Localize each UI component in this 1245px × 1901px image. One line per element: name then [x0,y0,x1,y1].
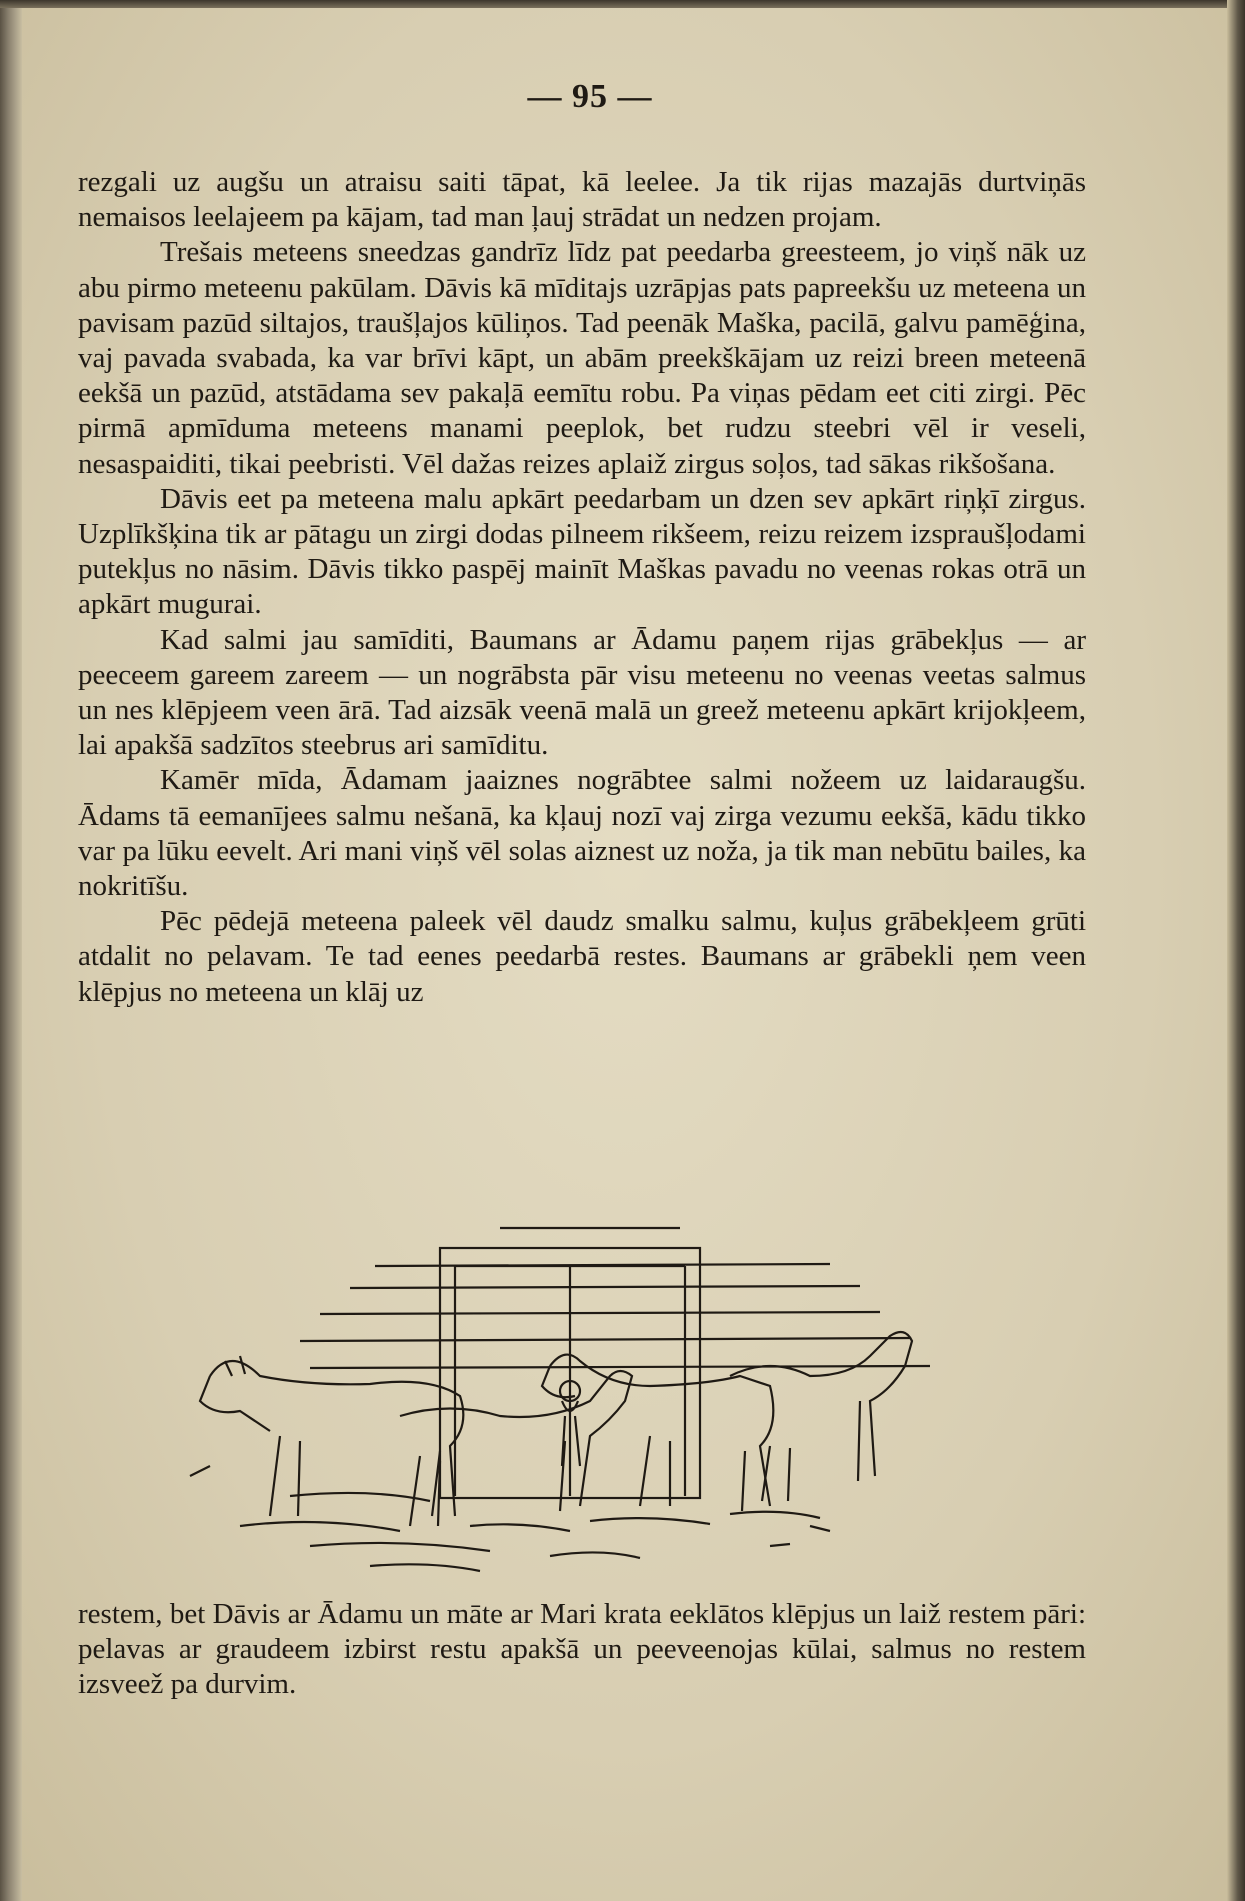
page-top-edge [0,0,1245,8]
paragraph: Pēc pēdejā meteena paleek vēl daudz smalku salmu, kuļus grābekļeem grūti atdalit no pelavam. Te tad eenes peedarbā restes. Baumans ar grābekli ņem veen klēpjus no meteena un klāj uz [78,905,1086,1008]
paragraph: restem, bet Dāvis ar Ādamu un māte ar Mari krata eeklātos klēpjus un laiž restem pāri: pelavas ar graudeem izbirst restu apakšā un peeveenojas kūlai, salmus no restem izsveež pa durvim. [78,1598,1086,1701]
paragraph: Dāvis eet pa meteena malu apkārt peedarbam un dzen sev apkārt riņķī zirgus. Uzplīkšķina tik ar pātagu un zirgi dodas pilneem rikšeem, reizu reizem izspraušļodami putekļus no nāsim. Dāvis tikko paspēj mainīt Maškas pavadu no veenas rokas otrā un apkārt mugurai. [78,482,1086,621]
book-spine [0,0,22,1901]
page-right-edge [1227,0,1245,1901]
paragraph: Kamēr mīda, Ādamam jaaiznes nogrābtee salmi nožeem uz laidaraugšu. Ādams tā eemanījees salmu nešanā, ka kļauj nozī vaj zirga vezumu eekšā, kādu tikko var pa lūku eevelt. Ari mani viņš vēl solas aiznest uz noža, ja tik man nebūtu bailes, ka nokritīšu. [78,764,1086,903]
horses-threshing-illustration [170,1226,970,1596]
body-text-bottom [78,1597,1086,1703]
page-number: — 95 — [527,78,653,115]
paragraph: rezgali uz augšu un atraisu saiti tāpat, kā leelee. Ja tik rijas mazajās durtviņās nemaisos leelajeem pa kājam, tad man ļauj strādat un nedzen projam. [78,166,1086,234]
paragraph: Kad salmi jau samīditi, Baumans ar Ādamu paņem rijas grābekļus — ar peeceem gareem zareem — un nogrābsta pār visu meteenu no veenas veetas salmus un nes klēpjeem veen ārā. Tad aizsāk veenā malā un greež meteenu apkārt krijokļeem, lai apakšā sadzītos steebrus ari samīditu. [78,623,1086,762]
paragraph: Trešais meteens sneedzas gandrīz līdz pat peedarba greesteem, jo viņš nāk uz abu pirmo meteenu pakūlam. Dāvis kā mīditajs uzrāpjas pats papreekšu uz meteena un pavisam pazūd siltajos, traušļajos kūliņos. Tad peenāk Maška, pacilā, galvu pamēģina, vaj pavada svabada, ka var brīvi kāpt, un abām preekškājam uz reizi breen meteenā eekšā un pazūd, atstādama sev pakaļā eemītu robu. Pa viņas pēdam eet citi zirgi. Pēc pirmā apmīduma meteens manami peeplok, bet rudzu steebri vēl ir veseli, nesaspaiditi, tikai peebristi. Vēl dažas reizes aplaiž zirgus soļos, tad sākas rikšošana. [78,236,1086,480]
horses-threshing-drawing [170,1226,970,1596]
body-text-top [78,165,1086,1010]
